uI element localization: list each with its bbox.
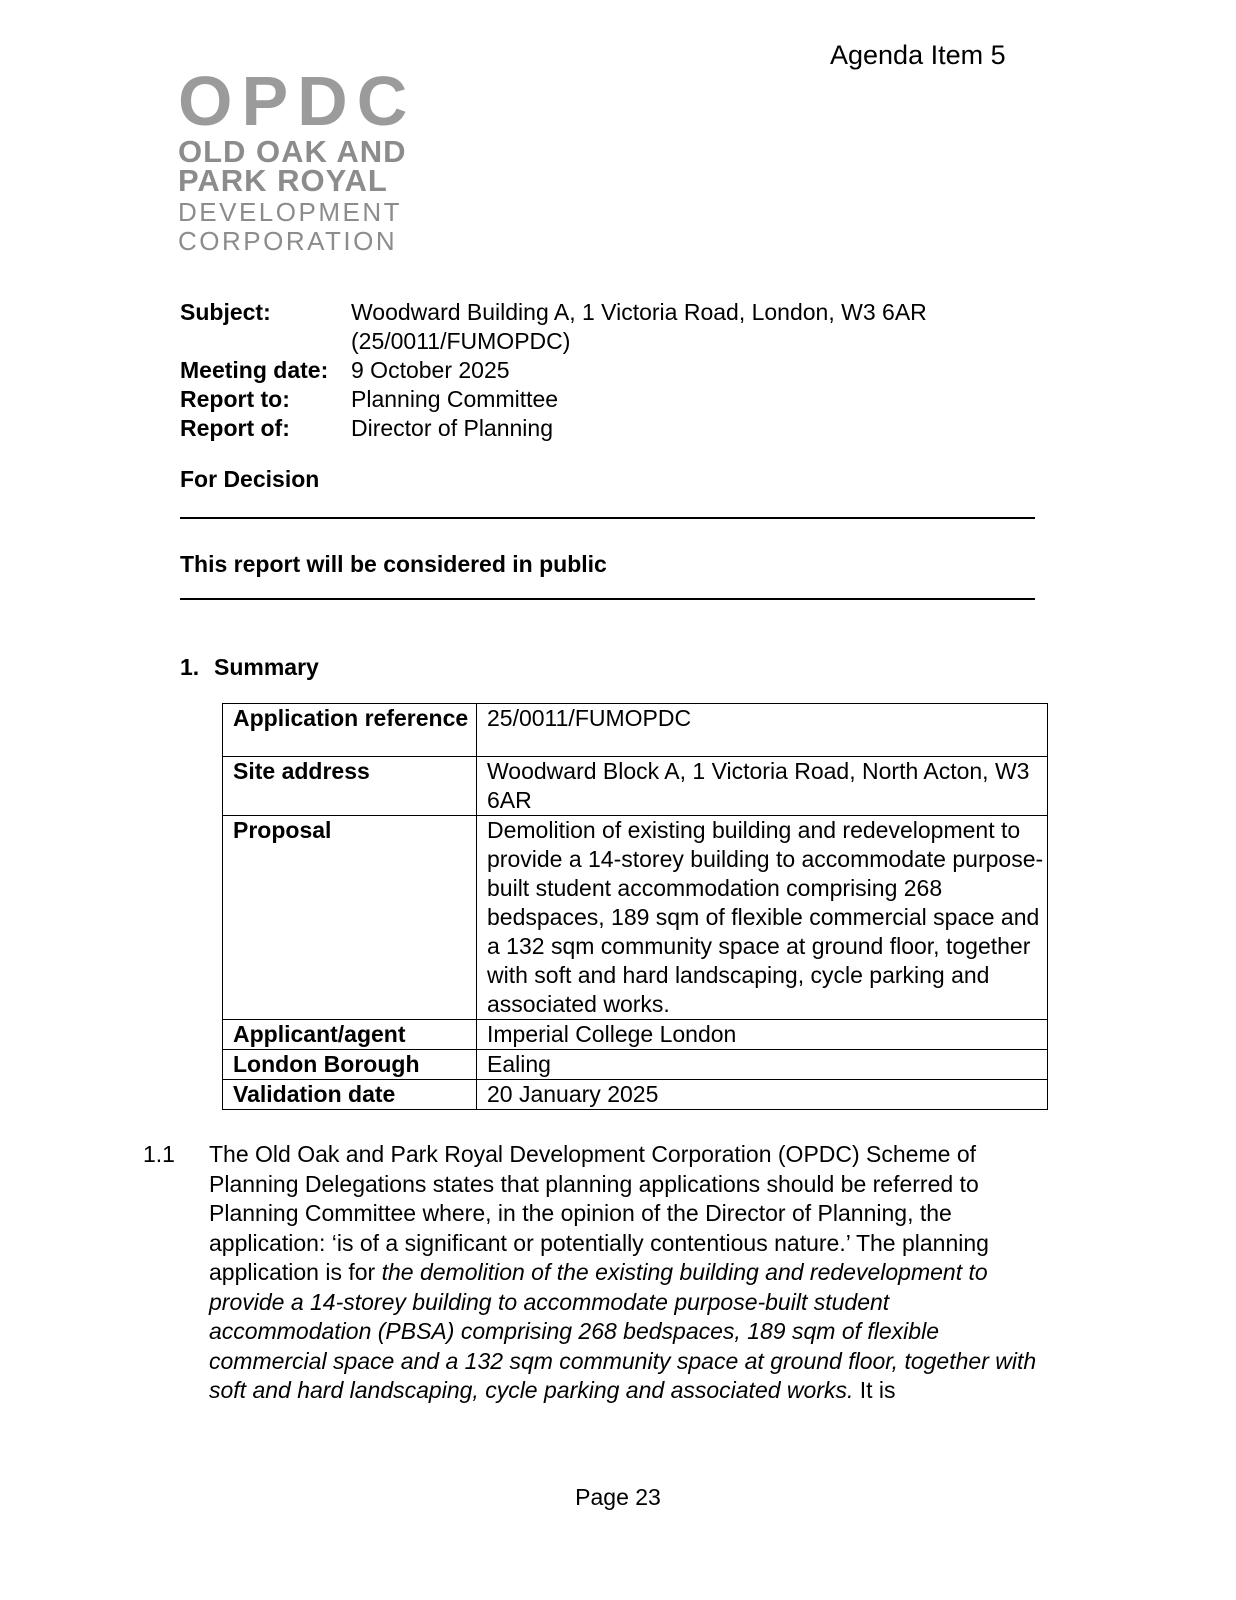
logo-line-3: DEVELOPMENT xyxy=(178,197,402,227)
section-number: 1. xyxy=(180,654,200,680)
paragraph-number: 1.1 xyxy=(143,1141,175,1167)
row-value: 25/0011/FUMOPDC xyxy=(477,704,1048,757)
paragraph-text-end: It is xyxy=(853,1377,896,1403)
report-of-row xyxy=(180,414,991,443)
logo-line-4: CORPORATION xyxy=(178,226,398,256)
table-row xyxy=(223,1080,1048,1110)
agenda-item-label: Agenda Item 5 xyxy=(830,40,1006,70)
page-number: Page 23 xyxy=(575,1484,661,1510)
logo-acronym: OPDC xyxy=(178,62,417,140)
row-key: Site address xyxy=(223,757,477,816)
opdc-logo xyxy=(178,62,417,256)
subject-label: Subject: xyxy=(180,299,271,325)
summary-table xyxy=(222,703,1048,1110)
meeting-date-value: 9 October 2025 xyxy=(351,357,510,383)
public-notice: This report will be considered in public xyxy=(180,551,607,577)
divider-top xyxy=(180,517,1035,519)
row-value: 20 January 2025 xyxy=(477,1080,1048,1110)
meeting-date-row xyxy=(180,356,991,385)
logo-line-2: PARK ROYAL xyxy=(178,163,388,198)
logo-line-1: OLD OAK AND xyxy=(178,134,407,169)
paragraph-text-italic: the demolition of the existing building and redevelopment to provide a 14-storey building to accommodate purpose-built student accommodation (PBSA) comprising 268 bedspaces, 189 sqm of flexible commercial space and a 132 sqm community space at ground floor, together with soft and hard landscaping, cycle parking and associated works. xyxy=(209,1259,1037,1403)
report-of-label: Report of: xyxy=(180,415,290,441)
row-value: Woodward Block A, 1 Victoria Road, North Acton, W3 6AR xyxy=(477,757,1048,816)
divider-bottom xyxy=(180,598,1035,600)
row-value: Imperial College London xyxy=(477,1020,1048,1050)
meeting-date-label: Meeting date: xyxy=(180,357,329,383)
table-row xyxy=(223,757,1048,816)
table-row xyxy=(223,704,1048,757)
row-value: Ealing xyxy=(477,1050,1048,1080)
table-row xyxy=(223,816,1048,1020)
report-of-value: Director of Planning xyxy=(351,415,553,441)
row-key: Proposal xyxy=(223,816,477,1020)
report-metadata xyxy=(180,298,991,443)
section-heading xyxy=(180,654,319,681)
paragraph-text xyxy=(209,1140,1039,1406)
row-key: London Borough xyxy=(223,1050,477,1080)
subject-value xyxy=(351,298,991,356)
row-key: Applicant/agent xyxy=(223,1020,477,1050)
report-to-value: Planning Committee xyxy=(351,386,559,412)
row-key: Validation date xyxy=(223,1080,477,1110)
paragraph-text-start: The Old Oak and Park Royal Development Corporation (OPDC) Scheme of Planning Delegations states that planning applications should be referred to Planning Committee where, in the opinion of the Director of Planning, the application: ‘is of a significant or potentially contentious nature.’ The planning application is for xyxy=(209,1141,989,1285)
report-to-label: Report to: xyxy=(180,386,290,412)
decision-heading: For Decision xyxy=(180,466,320,492)
row-value: Demolition of existing building and redevelopment to provide a 14-storey building to accommodate purpose-built student accommodation comprising 268 bedspaces, 189 sqm of flexible commercial space and a 132 sqm community space at ground floor, together with soft and hard landscaping, cycle parking and associated works. xyxy=(477,816,1048,1020)
section-title: Summary xyxy=(214,654,319,680)
table-row xyxy=(223,1020,1048,1050)
table-row xyxy=(223,1050,1048,1080)
subject-value-line-1: Woodward Building A, 1 Victoria Road, London, W3 6AR xyxy=(351,299,927,325)
paragraph-1-1 xyxy=(143,1140,1039,1406)
subject-value-line-2: (25/0011/FUMOPDC) xyxy=(351,328,571,354)
row-key: Application reference xyxy=(223,704,477,757)
report-to-row xyxy=(180,385,991,414)
subject-row xyxy=(180,298,991,356)
